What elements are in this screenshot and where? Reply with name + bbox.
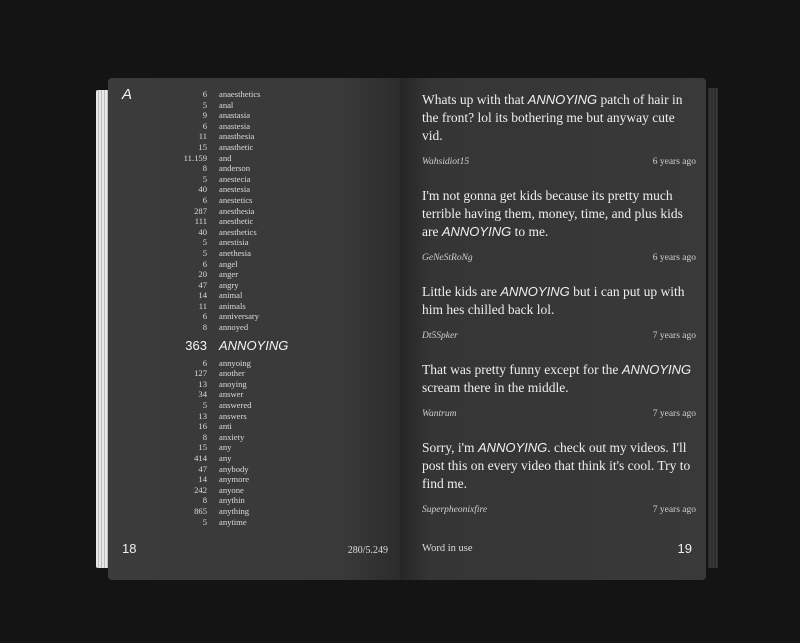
word-text: anesthetics <box>219 226 257 237</box>
comment-text-before: Sorry, i'm <box>422 440 478 455</box>
word-text: anymore <box>219 474 250 485</box>
word-row <box>108 259 400 270</box>
comment <box>422 439 696 515</box>
word-count: 6 <box>202 258 207 269</box>
word-text: angel <box>219 258 238 269</box>
word-row <box>108 358 400 369</box>
comment-text-after: scream there in the middle. <box>422 380 569 395</box>
comment-meta <box>422 505 696 515</box>
comment-text <box>422 439 696 493</box>
word-count: 8 <box>202 495 207 506</box>
comment-keyword: ANNOYING <box>441 224 512 239</box>
word-count: 13 <box>198 410 207 421</box>
word-row <box>108 453 400 464</box>
page-number-left: 18 <box>122 541 137 556</box>
word-row <box>108 131 400 142</box>
open-book <box>96 78 718 580</box>
word-text: anoying <box>219 378 247 389</box>
comment-text <box>422 91 696 145</box>
comment-keyword: ANNOYING <box>477 440 548 455</box>
comment-meta <box>422 157 696 167</box>
word-count: 15 <box>198 141 207 152</box>
section-letter: A <box>122 86 133 103</box>
word-text: anestesia <box>219 184 251 195</box>
word-count: 9 <box>202 110 207 121</box>
comment-timestamp: 7 years ago <box>652 505 696 515</box>
word-row <box>108 506 400 517</box>
word-row <box>108 100 400 111</box>
word-count: 40 <box>198 184 207 195</box>
right-page <box>400 78 706 580</box>
word-count: 8 <box>202 322 207 333</box>
word-count: 16 <box>198 421 207 432</box>
word-count: 11 <box>198 300 207 311</box>
word-count: 111 <box>194 216 207 227</box>
word-row <box>108 121 400 132</box>
word-count: 47 <box>198 463 207 474</box>
word-count: 47 <box>198 279 207 290</box>
comment-username: GeNeStRoNg <box>422 253 473 263</box>
word-frequency-list <box>108 89 400 527</box>
word-count: 5 <box>202 400 207 411</box>
word-row <box>108 389 400 400</box>
word-count: 8 <box>202 163 207 174</box>
comment-text-after: but i can put up with him hes chilled back lol. <box>422 284 685 317</box>
word-row <box>108 216 400 227</box>
comment-text <box>422 361 696 397</box>
word-text: ANNOYING <box>219 337 289 353</box>
word-row <box>108 485 400 496</box>
comment-text-after: patch of hair in the front? lol its bothering me but anyway cute vid. <box>422 92 683 143</box>
word-text: anyone <box>219 484 244 495</box>
word-text: another <box>219 368 245 379</box>
word-text: and <box>219 152 232 163</box>
word-count: 414 <box>194 453 207 463</box>
word-text: anaesthetics <box>219 89 261 99</box>
word-row <box>108 280 400 291</box>
word-text: annoyed <box>219 322 249 333</box>
page-number-right: 19 <box>677 541 692 556</box>
word-row <box>108 322 400 333</box>
word-row <box>108 163 400 174</box>
word-row <box>108 379 400 390</box>
comment-timestamp: 6 years ago <box>652 253 696 263</box>
word-text: anxiety <box>219 431 245 442</box>
word-text: answers <box>219 410 247 421</box>
word-text: anastesia <box>219 120 251 131</box>
word-row <box>108 495 400 506</box>
word-row <box>108 174 400 185</box>
comment-text <box>422 187 696 241</box>
word-text: anderson <box>219 163 251 174</box>
word-count: 6 <box>202 89 207 99</box>
word-text: angry <box>219 279 239 290</box>
word-text: animals <box>219 300 246 311</box>
comment <box>422 361 696 419</box>
word-text: answer <box>219 389 244 400</box>
word-text: anestisia <box>219 237 249 248</box>
word-row <box>108 269 400 280</box>
word-count: 287 <box>194 205 207 216</box>
comment-text-after: . check out my videos. I'll post this on every video that think it's cool. Try to find me. <box>422 440 691 491</box>
word-count: 8 <box>202 431 207 442</box>
comment-text-before: Whats up with that <box>422 92 528 107</box>
comment-timestamp: 6 years ago <box>652 157 696 167</box>
comment-keyword: ANNOYING <box>527 92 598 107</box>
comment <box>422 283 696 341</box>
word-count: 34 <box>198 389 207 400</box>
word-row <box>108 195 400 206</box>
word-text: anti <box>219 421 232 432</box>
word-count: 363 <box>185 337 207 353</box>
comment-keyword: ANNOYING <box>621 362 692 377</box>
word-ratio: 280/5.249 <box>347 545 388 556</box>
comment-meta <box>422 331 696 341</box>
word-count: 865 <box>194 505 207 516</box>
comment-meta <box>422 409 696 419</box>
word-row <box>108 248 400 259</box>
word-count: 20 <box>198 269 207 280</box>
word-count: 13 <box>198 378 207 389</box>
word-row <box>108 110 400 121</box>
comment-timestamp: 7 years ago <box>652 331 696 341</box>
word-count: 6 <box>202 120 207 131</box>
word-count: 15 <box>198 442 207 453</box>
highlighted-word-row <box>108 333 400 358</box>
word-text: anestetics <box>219 194 253 205</box>
word-count: 5 <box>202 173 207 184</box>
word-row <box>108 227 400 238</box>
word-row <box>108 184 400 195</box>
comment-list <box>422 91 696 535</box>
word-row <box>108 411 400 422</box>
word-count: 40 <box>198 226 207 237</box>
word-text: any <box>219 453 232 463</box>
comment-meta <box>422 253 696 263</box>
comment-username: Wantrum <box>422 409 457 419</box>
word-row <box>108 89 400 100</box>
word-text: anybody <box>219 463 249 474</box>
word-text: annyoing <box>219 357 251 368</box>
word-text: anesthetic <box>219 216 254 227</box>
word-text: anethesia <box>219 247 251 258</box>
word-text: anal <box>219 99 234 110</box>
word-row <box>108 432 400 443</box>
left-page <box>108 78 400 580</box>
word-count: 6 <box>202 357 207 368</box>
word-row <box>108 474 400 485</box>
word-text: anesthesia <box>219 205 255 216</box>
comment-username: Wahsidiot15 <box>422 157 470 167</box>
comment <box>422 91 696 167</box>
word-row <box>108 153 400 164</box>
comment-username: Dt5Spker <box>422 331 458 341</box>
word-row <box>108 301 400 312</box>
word-row <box>108 237 400 248</box>
word-text: anestecia <box>219 173 251 184</box>
word-count: 5 <box>202 247 207 258</box>
comment-keyword: ANNOYING <box>500 284 570 299</box>
word-row <box>108 464 400 475</box>
word-row <box>108 290 400 301</box>
word-count: 242 <box>194 484 207 495</box>
word-text: anasthesia <box>219 131 255 142</box>
word-text: anythin <box>219 495 245 506</box>
word-count: 6 <box>202 311 207 322</box>
word-text: anasthetic <box>219 141 254 152</box>
comment-text-before: I'm not gonna get kids because its pretty much terrible having them, money, time, and plus kids are <box>422 188 683 239</box>
comment <box>422 187 696 263</box>
word-row <box>108 400 400 411</box>
comment-username: Superpheonixfire <box>422 505 488 515</box>
word-text: anytime <box>219 516 247 527</box>
word-row <box>108 442 400 453</box>
word-text: any <box>219 442 232 453</box>
word-count: 11.159 <box>183 152 207 163</box>
word-row <box>108 142 400 153</box>
word-text: anger <box>219 269 239 280</box>
word-count: 14 <box>198 474 207 485</box>
word-row <box>108 368 400 379</box>
word-text: answered <box>219 400 252 411</box>
word-count: 14 <box>198 290 207 301</box>
word-count: 5 <box>202 99 207 110</box>
word-count: 11 <box>198 131 207 142</box>
footer-label: Word in use <box>422 543 473 554</box>
word-row <box>108 206 400 217</box>
comment-text-after: to me. <box>511 224 549 239</box>
word-count: 5 <box>202 516 207 527</box>
word-text: anniversary <box>219 311 260 322</box>
word-count: 127 <box>194 368 207 379</box>
comment-text-before: Little kids are <box>422 284 501 299</box>
word-row <box>108 517 400 528</box>
word-text: anastasia <box>219 110 251 121</box>
word-text: anything <box>219 505 250 516</box>
comment-text <box>422 283 696 319</box>
word-row <box>108 311 400 322</box>
word-row <box>108 421 400 432</box>
word-count: 6 <box>202 194 207 205</box>
comment-text-before: That was pretty funny except for the <box>422 362 622 377</box>
word-text: animal <box>219 290 243 301</box>
page-edges-right <box>708 88 718 568</box>
comment-timestamp: 7 years ago <box>652 409 696 419</box>
word-count: 5 <box>202 237 207 248</box>
